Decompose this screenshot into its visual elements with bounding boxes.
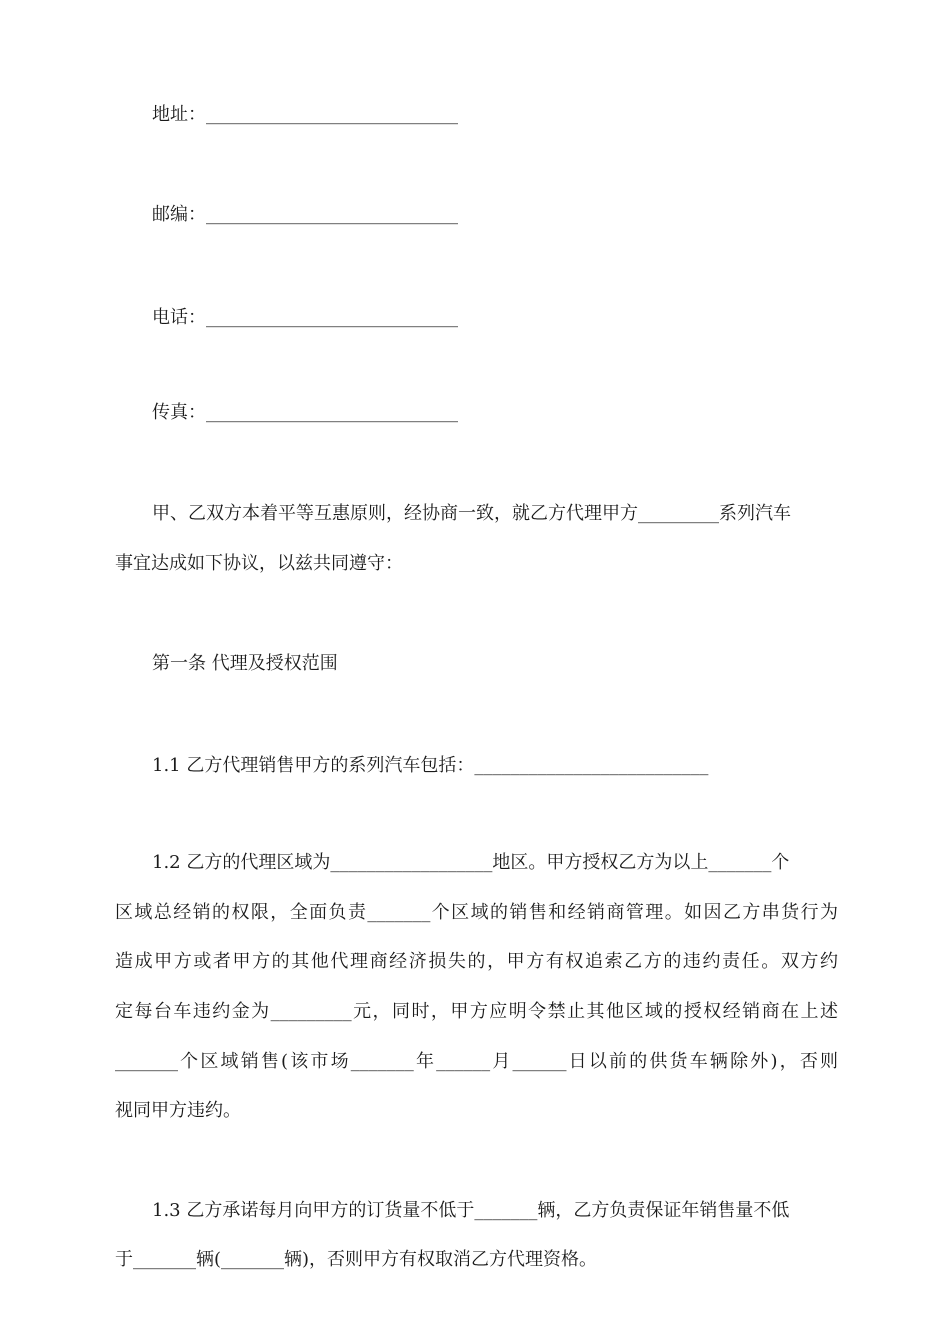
clause-1-3-line-2: 于_______辆(_______辆)，否则甲方有权取消乙方代理资格。 <box>115 1249 598 1270</box>
postcode-line: 邮编：____________________________ <box>152 204 458 225</box>
clause-1-2-line-1: 1.2 乙方的代理区域为__________________地区。甲方授权乙方为以上_______个 <box>152 852 790 873</box>
clause-1-1: 1.1 乙方代理销售甲方的系列汽车包括：__________________________ <box>152 755 709 776</box>
clause-1-2-line-5: _______个区域销售(该市场_______年______月______日以前的供货车辆除外)，否则 <box>115 1051 838 1072</box>
preamble-line-1: 甲、乙双方本着平等互惠原则，经协商一致，就乙方代理甲方_________系列汽车 <box>152 503 791 524</box>
clause-1-2-line-6: 视同甲方违约。 <box>115 1100 241 1121</box>
address-line: 地址：____________________________ <box>152 104 458 125</box>
clause-1-2-line-3: 造成甲方或者甲方的其他代理商经济损失的，甲方有权追索乙方的违约责任。双方约 <box>115 951 838 972</box>
clause-1-3-line-1: 1.3 乙方承诺每月向甲方的订货量不低于_______辆，乙方负责保证年销售量不低 <box>152 1200 790 1221</box>
preamble-line-2: 事宜达成如下协议，以兹共同遵守： <box>115 553 403 574</box>
phone-line: 电话：____________________________ <box>152 307 458 328</box>
clause-1-2-line-4: 定每台车违约金为_________元，同时，甲方应明令禁止其他区域的授权经销商在上述 <box>115 1001 838 1022</box>
article-1-heading: 第一条 代理及授权范围 <box>152 653 338 674</box>
clause-1-2-line-2: 区域总经销的权限，全面负责_______个区域的销售和经销商管理。如因乙方串货行为 <box>115 902 838 923</box>
fax-line: 传真：____________________________ <box>152 402 458 423</box>
